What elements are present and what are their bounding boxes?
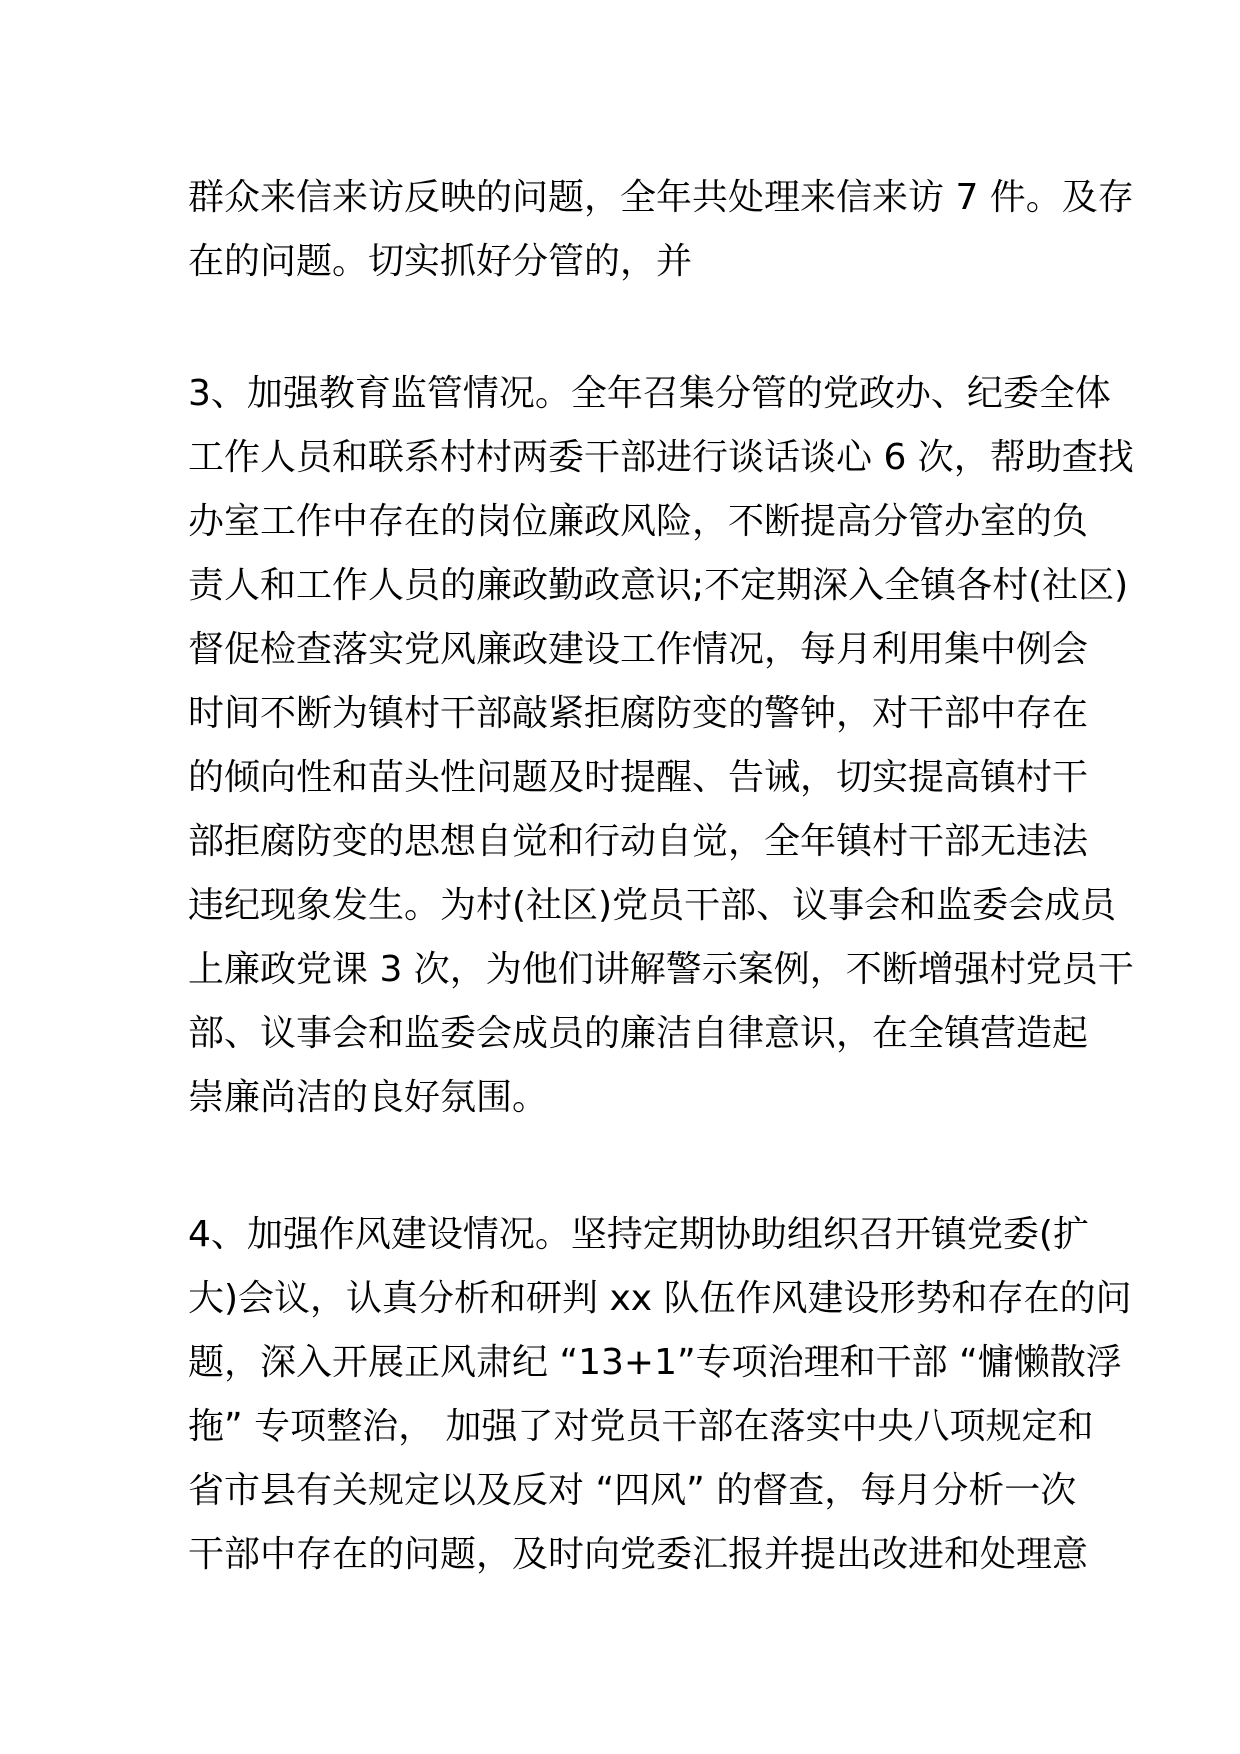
text-line: 3、加强教育监管情况。全年召集分管的党政办、纪委全体 — [188, 373, 1111, 414]
text-line: 上廉政党课 3 次，为他们讲解警示案例，不断增强村党员干 — [188, 949, 1134, 990]
text-line: 办室工作中存在的岗位廉政风险，不断提高分管办室的负 — [188, 501, 1089, 542]
text-line: 崇廉尚洁的良好氛围。 — [188, 1077, 549, 1118]
text-line: 违纪现象发生。为村(社区)党员干部、议事会和监委会成员 — [188, 885, 1117, 926]
text-line: 的倾向性和苗头性问题及时提醒、告诫，切实提高镇村干 — [188, 757, 1089, 798]
paragraph-3 — [188, 1203, 1132, 1587]
text-line: 群众来信来访反映的问题，全年共处理来信来访 7 件。及存 — [188, 177, 1134, 218]
text-line: 大)会议，认真分析和研判 xx 队伍作风建设形势和存在的问 — [188, 1278, 1132, 1319]
text-line: 部拒腐防变的思想自觉和行动自觉，全年镇村干部无违法 — [188, 821, 1089, 862]
paragraph-1 — [188, 166, 1134, 294]
text-line: 时间不断为镇村干部敲紧拒腐防变的警钟，对干部中存在 — [188, 693, 1089, 734]
text-line: 部、议事会和监委会成员的廉洁自律意识，在全镇营造起 — [188, 1013, 1089, 1054]
text-line: 工作人员和联系村村两委干部进行谈话谈心 6 次，帮助查找 — [188, 437, 1134, 478]
text-line: 省市县有关规定以及反对 “四风” 的督查，每月分析一次 — [188, 1470, 1077, 1511]
text-line: 干部中存在的问题，及时向党委汇报并提出改进和处理意 — [188, 1534, 1089, 1575]
text-line: 4、加强作风建设情况。坚持定期协助组织召开镇党委(扩 — [188, 1214, 1089, 1255]
text-line: 在的问题。切实抓好分管的，并 — [188, 241, 693, 282]
text-line: 责人和工作人员的廉政勤政意识;不定期深入全镇各村(社区) — [188, 565, 1129, 606]
text-line: 督促检查落实党风廉政建设工作情况，每月利用集中例会 — [188, 629, 1089, 670]
text-line: 拖” 专项整治， 加强了对党员干部在落实中央八项规定和 — [188, 1406, 1094, 1447]
text-line: 题，深入开展正风肃纪 “13+1”专项治理和干部 “慵懒散浮 — [188, 1342, 1122, 1383]
paragraph-2 — [188, 362, 1134, 1130]
